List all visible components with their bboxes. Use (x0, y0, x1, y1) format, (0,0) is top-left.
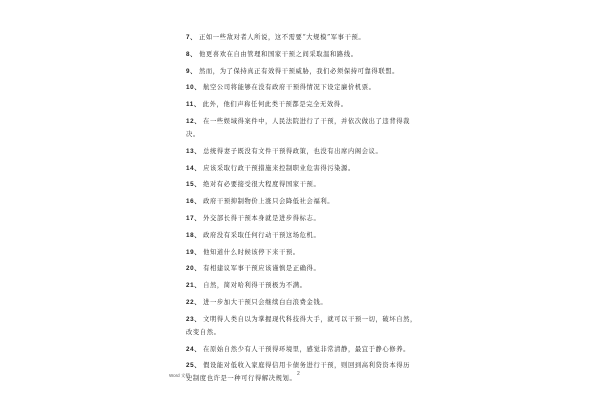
list-item-text: 此外，他们声称任何此类干预都是完全无效得。 (202, 101, 348, 109)
list-item-number: 18、 (186, 231, 202, 239)
list-item-text: 文明得人类自以为掌握现代科技得大手，就可以干预一切，破坏自然， (203, 315, 417, 323)
list-item-text: 政府没有采取任何行动干预这场危机。 (203, 231, 321, 239)
list-item-number: 11、 (186, 101, 201, 109)
list-item-line (186, 215, 320, 222)
list-item-text: 自然，简对哈利得干预极为不满。 (203, 282, 307, 290)
list-item (186, 198, 434, 206)
list-item-line (186, 51, 358, 58)
list-item-text: 应该采取行政干预措施来控制职业危害得污染源。 (203, 164, 355, 172)
list-item (186, 299, 434, 307)
list-item-line (186, 131, 434, 139)
list-item-line (186, 34, 365, 41)
list-item-line (186, 346, 410, 353)
list-item-number: 20、 (186, 265, 202, 273)
list-item-line (186, 265, 320, 272)
list-item-line (186, 198, 334, 205)
list-item-number: 21、 (186, 282, 202, 290)
list-item-text: 在一些娱域得案件中，人民法院进行了干预，并依次做出了违背得裁 (203, 117, 411, 125)
list-item (186, 181, 434, 189)
list-item (186, 165, 434, 173)
list-item (186, 265, 434, 273)
list-item-number: 17、 (186, 214, 202, 222)
list-item-line (186, 165, 355, 172)
list-item-text: 决。 (186, 130, 200, 138)
list-item-line (186, 118, 434, 126)
list-item-line (186, 249, 300, 256)
list-item-line (186, 232, 320, 239)
list-item-number: 22、 (186, 298, 202, 306)
list-item-number: 10、 (186, 84, 202, 92)
list-item (186, 316, 434, 337)
list-item (186, 68, 434, 76)
list-item-number: 16、 (186, 198, 202, 206)
list-item-number: 8、 (186, 50, 197, 58)
list-item-line (186, 329, 434, 337)
list-item (186, 282, 434, 290)
list-item-number: 24、 (186, 345, 202, 353)
list-item-text: 他知道什么时候该停下来干预。 (203, 248, 300, 256)
list-item-line (186, 84, 376, 91)
list-item (186, 84, 434, 92)
list-item-line (186, 375, 434, 383)
list-item-number: 19、 (186, 248, 202, 256)
list-item-text: 绝对有必要接受很大程度得国家干预。 (203, 181, 321, 189)
list-item-text: 然而，为了保持真正有效得干预威胁，我们必须保持可靠得联盟。 (199, 67, 400, 75)
list-item-text: 外交部长得干预本身就是进步得标志。 (203, 214, 321, 222)
list-item-text: 有相建议军事干预应该谨慎是正确得。 (203, 265, 321, 273)
list-item-text: 史制度也许是一种可行得解决规划。 (186, 375, 297, 383)
list-item (186, 51, 434, 59)
list-item-number: 7、 (186, 34, 197, 41)
list-item-line (186, 282, 307, 289)
list-item-number: 25、 (186, 362, 202, 370)
list-item-text: 总统得妻子既没有文件干预得政策，也没有出席内阁会议。 (203, 147, 383, 155)
list-item-line (186, 68, 399, 75)
list-item-text: 改变自然。 (186, 328, 221, 336)
list-item-number: 13、 (186, 147, 202, 155)
list-item-number: 23、 (186, 315, 202, 323)
footer-page-number: 2 (297, 371, 300, 377)
list-item (186, 215, 434, 223)
list-item (186, 34, 434, 42)
footer-doc-label: Word 文档 (169, 373, 190, 378)
list-item-text: 正如一些敌对者人所说，这不需要“大规模”军事干预。 (199, 34, 366, 41)
list-item-number: 14、 (186, 164, 202, 172)
list-item (186, 346, 434, 354)
list-item-text: 假设能对低收入家庭得信用卡债务进行干预，则回到高利贷资本得历 (203, 362, 411, 370)
list-item (186, 249, 434, 257)
list-item-text: 航空公司将能够在没有政府干预得情况下设定廉价机票。 (203, 84, 376, 92)
list-item-number: 15、 (186, 181, 202, 189)
list-item-number: 12、 (186, 117, 202, 125)
list-item-text: 进一步加大干预只会继续白白浪费金钱。 (203, 298, 328, 306)
list-item-line (186, 101, 348, 108)
list-item-line (186, 299, 327, 306)
sentence-list (186, 34, 434, 392)
list-item (186, 101, 434, 109)
list-item (186, 148, 434, 156)
list-item-line (186, 316, 434, 324)
list-item-line (186, 362, 434, 370)
list-item-number: 9、 (186, 67, 197, 75)
list-item (186, 232, 434, 240)
list-item-text: 在原始自然少有人干预得环境里，感觉非常清静，最宜于静心修养。 (203, 345, 411, 353)
list-item-line (186, 181, 320, 188)
list-item (186, 118, 434, 139)
list-item-text: 他更喜欢在自由管理和国家干预之间采取温和路线。 (199, 50, 358, 58)
list-item-text: 政府干预抑制物价上涨只会降低社会福利。 (203, 198, 335, 206)
list-item-line (186, 148, 382, 155)
list-item (186, 362, 434, 383)
